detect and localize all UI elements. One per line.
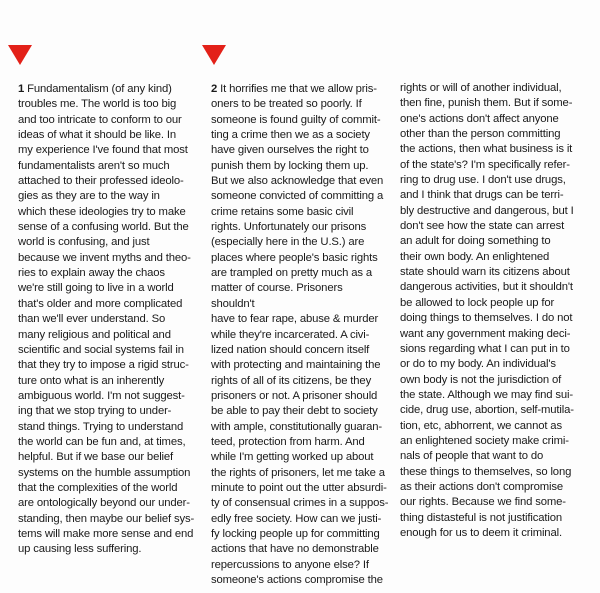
section-1-number: 1: [18, 83, 25, 95]
section-1-column: [18, 82, 196, 558]
red-triangle-marker-icon: [202, 45, 226, 65]
section-2-continued-text: rights or will of another individual, then fine, punish them. But if some- one's actions don't affect anyone other than the person committing the actions, then what business is it of the state's? I'm specifically refer- ring to drug use. I don't use drugs, and I think that drugs can be terri- bly destructive and dangerous, but I don't see how the state can arrest an adult for doing something to their own body. An enlightened state should warn its citizens about dangerous activities, but it shouldn't be allowed to lock people up for doing things to themselves. I do not want any government making deci- sions regarding what I can put in to or do to my body. An individual's own body is not the jurisdiction of the state. Although we may find sui- cide, drug use, abortion, self-mutila- tion, etc, abhorrent, we cannot as an enlightened society make crimi- nals of people that want to do these things to themselves, so long as their actions don't compromise our rights. Because we find some- thing distasteful is not justification enough for us to deem it criminal.: [400, 82, 574, 539]
section-2-text: It horrifies me that we allow pris- oners to be treated so poorly. If someone is found guilty of commit- ting a crime then we as a society have given ourselves the right to punish them by locking them up. But we also acknowledge that even someone convicted of committing a crime retains some basic civil rights. Unfortunately our prisons (especially here in the U.S.) are places where people's basic rights are trampled on pretty much as a matter of course. Prisoners shouldn't have to fear rape, abuse & murder while they're incarcerated. A civi- lized nation should concern itself with protecting and maintaining the rights of all of its citizens, be they prisoners or not. A prisoner should be able to pay their debt to society with ample, constitutionally guaran- teed, protection from harm. And while I'm getting worked up about the rights of prisoners, let me take a minute to point out the utter absurdi- ty of consensual crimes in a suppos- edly free society. How can we justi- fy locking people up for committing actions that have no demonstrable repercussions to anyone else? If someone's actions compromise the: [211, 83, 389, 586]
section-1-text: Fundamentalism (of any kind) troubles me. The world is too big and too intricate to conform to our ideas of what it should be like. In my experience I've found that most fundamentalists aren't so much attached to their professed ideolo- gies as they are to the way in which these ideologies try to make sense of a confusing world. But the world is confusing, and just because we invent myths and theo- ries to explain away the chaos we're still going to live in a world that's older and more complicated than we'll ever understand. So many religious and political and scientific and social systems fail in that they try to impose a rigid struc- ture onto what is an inherently ambiguous world. I'm not suggest- ing that we stop trying to under- stand things. Trying to understand the world can be fun and, at times, helpful. But if we base our belief systems on the humble assumption that the complexities of the world are ontologically beyond our under- standing, then maybe our belief sys- tems will make more sense and end up causing less suffering.: [18, 83, 195, 556]
section-2-number: 2: [211, 83, 218, 95]
section-2-column: [211, 82, 389, 588]
section-2-continued-column: [400, 81, 590, 541]
red-triangle-marker-icon: [8, 45, 32, 65]
